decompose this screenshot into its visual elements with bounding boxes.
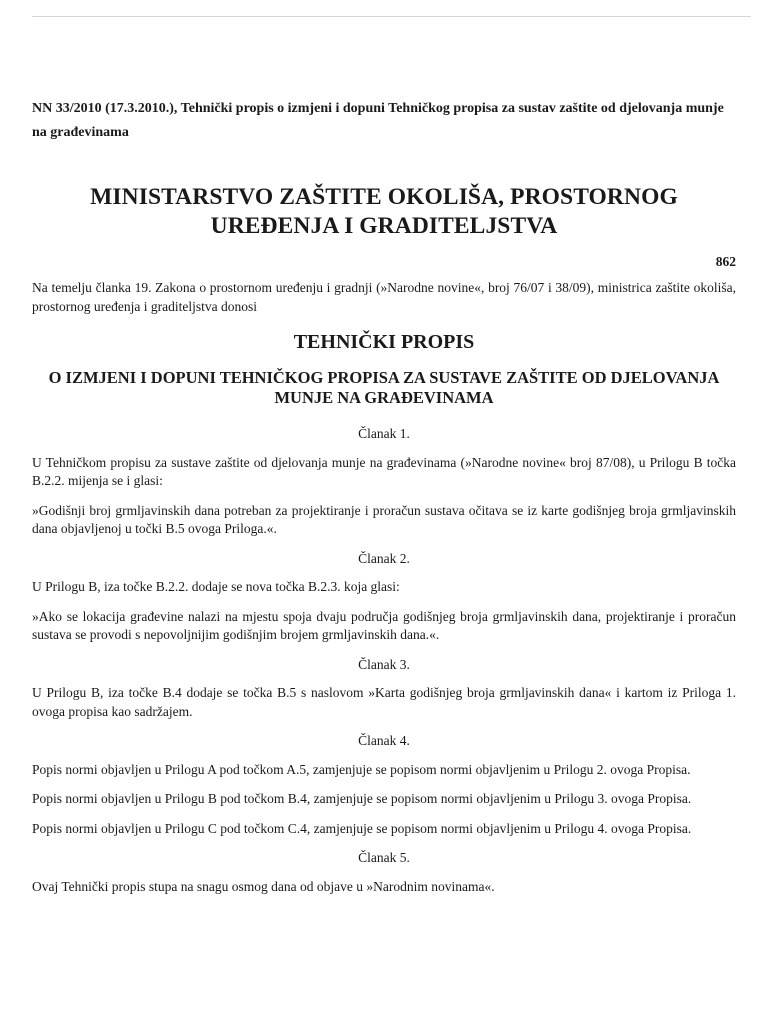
article-1-paragraph-1: U Tehničkom propisu za sustave zaštite od djelovanja munje na građevinama (»Narodne novine« broj 87/08), u Prilogu B točka B.2.2. mijenja se i glasi: xyxy=(32,454,736,488)
article-2-paragraph-1: U Prilogu B, iza točke B.2.2. dodaje se nova točka B.2.3. koja glasi: xyxy=(32,579,400,594)
article-3-label: Članak 3. xyxy=(358,656,410,672)
article-2-paragraph-2: »Ako se lokacija građevine nalazi na mjestu spoja dvaju područja godišnjeg broja grmljavinskih dana, projektiranje i proračun sustava se provodi s nepovoljnijim godišnjim brojem grmljavinskih dana.«. xyxy=(32,608,736,642)
propis-subtitle: O IZMJENI I DOPUNI TEHNIČKOG PROPISA ZA SUSTAVE ZAŠTITE OD DJELOVANJA MUNJE NA GRAĐEVINAMA xyxy=(48,368,720,407)
document-number: 862 xyxy=(715,254,736,269)
article-4-label: Članak 4. xyxy=(358,733,410,748)
top-divider xyxy=(32,16,751,17)
ministry-heading: MINISTARSTVO ZAŠTITE OKOLIŠA, PROSTORNOG UREĐENJA I GRADITELJSTVA xyxy=(90,184,678,239)
article-5-label: Članak 5. xyxy=(358,850,410,865)
article-1-label: Članak 1. xyxy=(358,426,410,441)
article-5-paragraph-1: Ovaj Tehnički propis stupa na snagu osmog dana od objave u »Narodnim novinama«. xyxy=(32,878,495,894)
article-4-paragraph-3: Popis normi objavljen u Prilogu C pod točkom C.4, zamjenjuje se popisom normi objavljenim u Prilogu 4. ovoga Propisa. xyxy=(32,820,692,836)
article-2-label: Članak 2. xyxy=(358,550,410,566)
intro-paragraph: Na temelju članka 19. Zakona o prostornom uređenju i gradnji (»Narodne novine«, broj 76/07 i 38/09), ministrica zaštite okoliša, prostornog uređenja i graditeljstva donosi xyxy=(32,280,736,314)
article-3-paragraph-1: U Prilogu B, iza točke B.4 dodaje se točka B.5 s naslovom »Karta godišnjeg broja grmljavinskih dana« i kartom iz Priloga 1. ovoga propisa kao sadržajem. xyxy=(32,685,736,719)
article-1-paragraph-2: »Godišnji broj grmljavinskih dana potreban za projektiranje i proračun sustava očitava se iz karte godišnjeg broja grmljavinskih dana objavljenoj u točki B.5 ovoga Priloga.«. xyxy=(32,502,736,536)
article-4-paragraph-1: Popis normi objavljen u Prilogu A pod točkom A.5, zamjenjuje se popisom normi objavljenim u Prilogu 2. ovoga Propisa. xyxy=(32,761,691,777)
document-header-title: NN 33/2010 (17.3.2010.), Tehnički propis o izmjeni i dopuni Tehničkog propisa za sustav zaštite od djelovanja munje na građevinama xyxy=(32,101,724,140)
document-page xyxy=(32,97,736,896)
propis-title: TEHNIČKI PROPIS xyxy=(293,331,475,353)
article-4-paragraph-2: Popis normi objavljen u Prilogu B pod točkom B.4, zamjenjuje se popisom normi objavljenim u Prilogu 3. ovoga Propisa. xyxy=(32,791,692,806)
